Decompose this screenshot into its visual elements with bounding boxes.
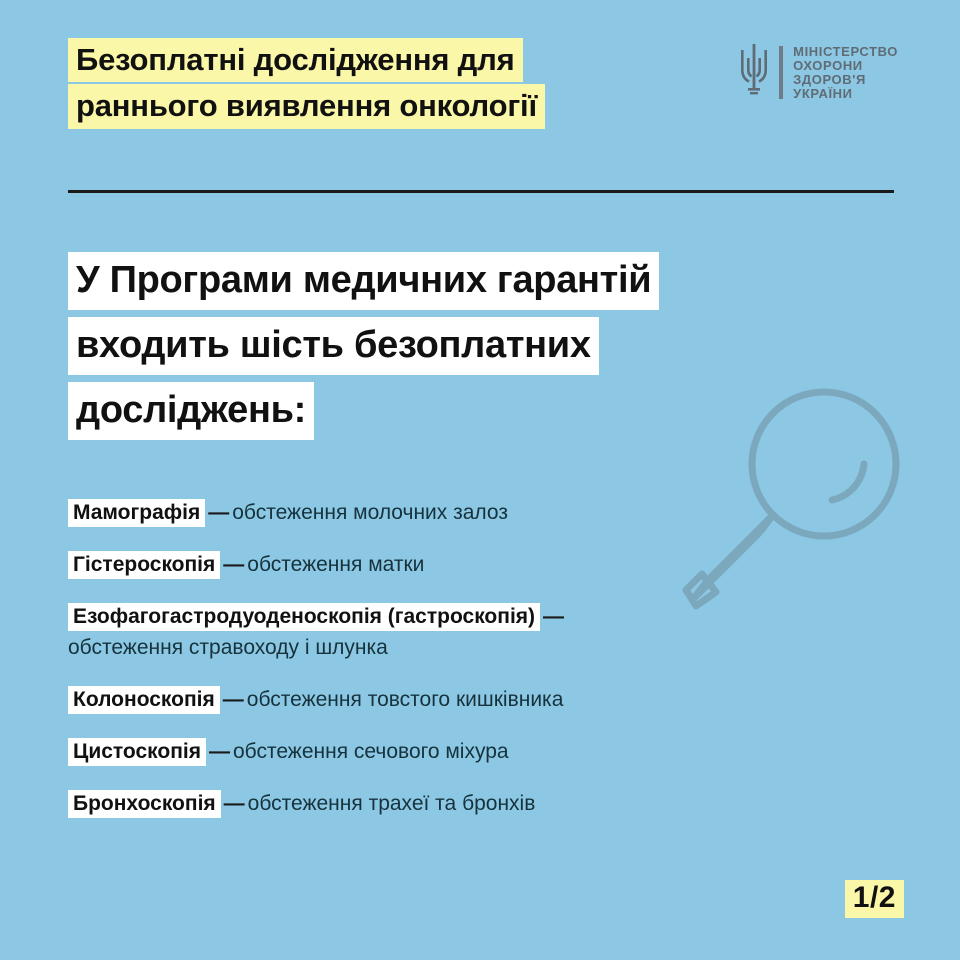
- title-line-1: Безоплатні дослідження для: [68, 38, 523, 82]
- ukraine-trident-icon: [739, 44, 769, 98]
- title-line-2: раннього виявлення онкології: [68, 84, 545, 128]
- list-item-term: Цистоскопія: [68, 738, 206, 766]
- list-item: [68, 685, 898, 715]
- list-item-term: Мамографія: [68, 499, 205, 527]
- list-item: [68, 789, 898, 819]
- logo-line-3: ЗДОРОВ'Я: [793, 71, 866, 87]
- logo-line-2: ОХОРОНИ: [793, 57, 863, 73]
- list-item: [68, 737, 898, 767]
- list-item-term: Бронхоскопія: [68, 790, 221, 818]
- list-item-dash: —: [208, 501, 230, 524]
- list-item-term: Колоноскопія: [68, 686, 220, 714]
- page-title: [68, 38, 668, 131]
- list-item-desc: обстеження трахеї та бронхів: [247, 791, 536, 815]
- list-item-dash: —: [223, 552, 245, 576]
- list-item: [68, 498, 898, 528]
- logo-text: [793, 45, 898, 101]
- list-item: [68, 602, 898, 664]
- studies-list: [68, 498, 898, 819]
- lead-line-3: досліджень:: [68, 382, 314, 440]
- page-number-badge: 1/2: [845, 880, 904, 918]
- logo-divider-bar: [779, 46, 783, 99]
- header: [68, 38, 900, 158]
- list-item-dash: —: [223, 791, 245, 815]
- list-item-desc: обстеження стравоходу і шлунка: [68, 636, 388, 660]
- lead-line-2: входить шість безоплатних: [68, 317, 599, 375]
- list-item-desc: обстеження молочних залоз: [232, 501, 508, 524]
- ministry-logo: [739, 44, 898, 101]
- logo-line-4: УКРАЇНИ: [793, 85, 853, 101]
- list-item-desc: обстеження сечового міхура: [233, 740, 509, 764]
- list-item-desc: обстеження матки: [247, 552, 425, 576]
- list-item-desc: обстеження товстого кишківника: [246, 688, 564, 712]
- list-item: [68, 550, 898, 580]
- lead-line-1: У Програми медичних гарантій: [68, 252, 659, 310]
- list-item-term: Езофагогастродуоденоскопія (гастроскопія): [68, 603, 540, 631]
- list-item-dash: —: [543, 604, 565, 628]
- list-item-dash: —: [209, 740, 230, 764]
- header-divider: [68, 190, 894, 193]
- list-item-term: Гістероскопія: [68, 551, 220, 579]
- list-item-dash: —: [222, 688, 244, 712]
- logo-line-1: МІНІСТЕРСТВО: [793, 44, 898, 59]
